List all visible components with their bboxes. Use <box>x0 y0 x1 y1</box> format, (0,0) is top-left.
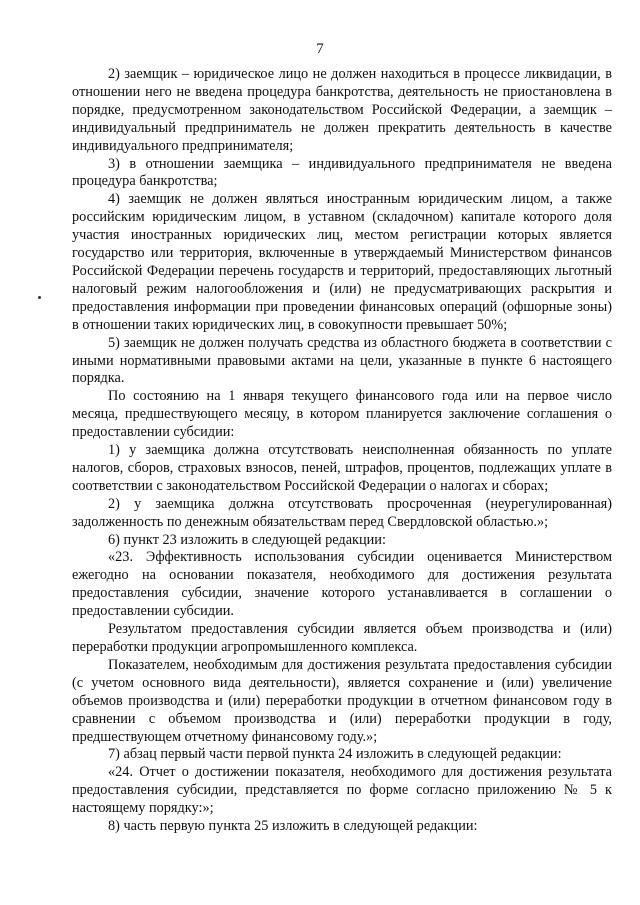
paragraph-item-5: 5) заемщик не должен получать средства из областного бюджета в соответствии с иными нормативными правовыми актами на цели, указанные в пункте 6 настоящего порядка. <box>72 334 612 387</box>
paragraph-clause-24: «24. Отчет о достижении показателя, необходимого для достижения результата предоставления субсидии, представляется по форме согласно приложению № 5 к настоящему порядку:»; <box>72 764 612 817</box>
paragraph-sub-item-1: 1) у заемщика должна отсутствовать неисполненная обязанность по уплате налогов, сборов, страховых взносов, пеней, штрафов, процентов, подлежащих уплате в соответствии с законодательством Российской Федерации о налогах и сборах; <box>72 442 612 494</box>
margin-dot <box>38 296 41 299</box>
paragraph-item-2: 2) заемщик – юридическое лицо не должен находиться в процессе ликвидации, в отношении него не введена процедура банкротства, деятельность не приостановлена в порядке, предусмотренном законодательством Российской Федерации, а заемщик – индивидуальный предприниматель не должен прекратить деятельность в качестве индивидуального предпринимателя; <box>72 66 612 154</box>
paragraph-as-of-date: По состоянию на 1 января текущего финансового года или на первое число месяца, предшествующего месяцу, в котором планируется заключение соглашения о предоставлении субсидии: <box>72 388 612 441</box>
paragraph-item-3: 3) в отношении заемщика – индивидуального предпринимателя не введена процедура банкротства; <box>72 155 612 190</box>
document-body <box>72 66 612 836</box>
paragraph-clause-23: «23. Эффективность использования субсидии оценивается Министерством ежегодно на основании показателя, необходимого для достижения результата предоставления субсидии, значение которого устанавливается в соглашении о предоставлении субсидии. <box>72 549 612 620</box>
page-number: 7 <box>316 41 324 57</box>
paragraph-result: Результатом предоставления субсидии является объем производства и (или) переработки продукции агропромышленного комплекса. <box>72 621 612 655</box>
paragraph-amendment-6: 6) пункт 23 изложить в следующей редакции: <box>108 531 386 548</box>
paragraph-amendment-8: 8) часть первую пункта 25 изложить в следующей редакции: <box>108 818 478 835</box>
paragraph-sub-item-2: 2) у заемщика должна отсутствовать просроченная (неурегулированная) задолженность по денежным обязательствам перед Свердловской областью.»; <box>72 495 612 530</box>
paragraph-amendment-7: 7) абзац первый части первой пункта 24 изложить в следующей редакции: <box>108 746 562 763</box>
paragraph-item-4: 4) заемщик не должен являться иностранным юридическим лицом, а также российским юридическим лицом, в уставном (складочном) капитале которого доля участия иностранных юридических лиц, местом регистрации которых является государство или территория, включенные в утверждаемый Министерством финансов Российской Федерации перечень государств и территорий, предоставляющих льготный налоговый режим налогообложения и (или) не предусматривающих раскрытия и предоставления информации при проведении финансовых операций (офшорные зоны) в отношении таких юридических лиц, в совокупности превышает 50%; <box>72 191 612 333</box>
paragraph-indicator: Показателем, необходимым для достижения результата предоставления субсидии (с учетом основного вида деятельности), является сохранение и (или) увеличение объемов производства и (или) переработки продукции в отчетном финансовом году в сравнении с объемом производства и (или) переработки продукции в году, предшествующем отчетному финансовому году.»; <box>72 656 612 745</box>
